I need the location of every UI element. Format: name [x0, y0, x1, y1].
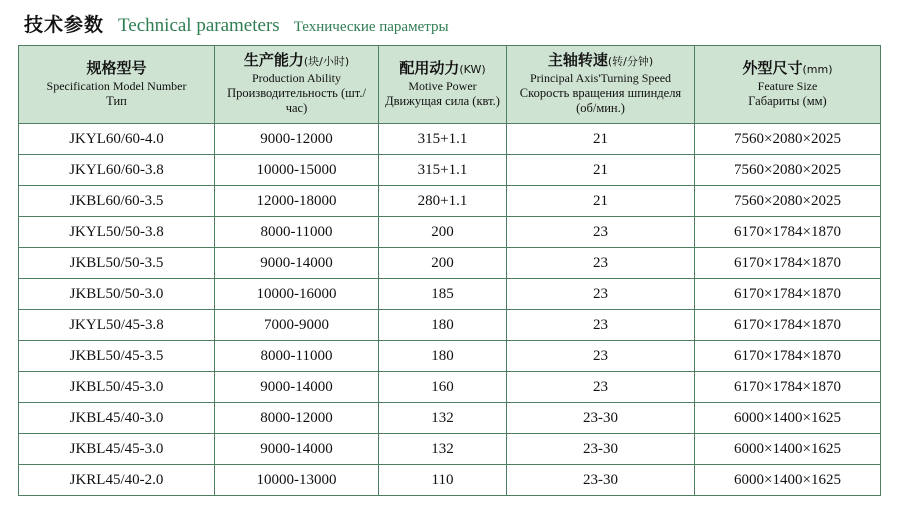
page-title-russian: Технические параметры [293, 19, 449, 35]
column-header-english: Motive Power [408, 78, 477, 93]
cell-motive-power: 280+1.1 [379, 186, 507, 217]
cell-production-ability: 10000-13000 [215, 465, 379, 496]
column-header-unit: (KW) [459, 62, 486, 76]
page-title-english: Technical parameters [118, 15, 280, 36]
column-header-chinese: 配用动力 [399, 58, 460, 77]
table-body [19, 124, 881, 496]
table-row [19, 124, 881, 155]
cell-feature-size: 6170×1784×1870 [695, 279, 881, 310]
cell-feature-size: 6170×1784×1870 [695, 217, 881, 248]
cell-turning-speed: 23-30 [507, 465, 695, 496]
table-row [19, 372, 881, 403]
cell-motive-power: 315+1.1 [379, 124, 507, 155]
cell-feature-size: 6000×1400×1625 [695, 403, 881, 434]
column-header-russian: Движущая сила (квт.) [385, 93, 500, 108]
page-title [18, 8, 882, 45]
cell-production-ability: 10000-16000 [215, 279, 379, 310]
table-row [19, 155, 881, 186]
cell-turning-speed: 21 [507, 155, 695, 186]
cell-specification: JKYL50/45-3.8 [19, 310, 215, 341]
cell-turning-speed: 23 [507, 279, 695, 310]
cell-motive-power: 132 [379, 434, 507, 465]
cell-feature-size: 7560×2080×2025 [695, 186, 881, 217]
cell-specification: JKBL60/60-3.5 [19, 186, 215, 217]
cell-turning-speed: 23 [507, 310, 695, 341]
cell-production-ability: 9000-14000 [215, 248, 379, 279]
cell-motive-power: 180 [379, 341, 507, 372]
cell-turning-speed: 23 [507, 217, 695, 248]
table-row [19, 248, 881, 279]
cell-specification: JKRL45/40-2.0 [19, 465, 215, 496]
table-row [19, 186, 881, 217]
cell-specification: JKYL60/60-4.0 [19, 124, 215, 155]
table-row [19, 310, 881, 341]
column-header-russian: Тип [106, 93, 127, 108]
table-header-row [19, 46, 881, 124]
table-row [19, 341, 881, 372]
cell-turning-speed: 21 [507, 186, 695, 217]
table-row [19, 217, 881, 248]
column-header-russian: Скорость вращения шпинделя (об/мин.) [519, 86, 682, 115]
table-row [19, 403, 881, 434]
cell-motive-power: 132 [379, 403, 507, 434]
column-header-english: Feature Size [757, 78, 818, 93]
cell-specification: JKBL45/45-3.0 [19, 434, 215, 465]
cell-specification: JKBL45/40-3.0 [19, 403, 215, 434]
column-header-unit: (mm) [802, 62, 833, 76]
column-header-chinese: 主轴转速 [547, 51, 608, 69]
cell-feature-size: 6170×1784×1870 [695, 341, 881, 372]
cell-feature-size: 6000×1400×1625 [695, 434, 881, 465]
column-header-unit: (转/分钟) [607, 55, 654, 68]
cell-motive-power: 110 [379, 465, 507, 496]
cell-turning-speed: 23 [507, 248, 695, 279]
cell-feature-size: 6000×1400×1625 [695, 465, 881, 496]
cell-specification: JKBL50/45-3.5 [19, 341, 215, 372]
cell-feature-size: 6170×1784×1870 [695, 310, 881, 341]
table-row [19, 465, 881, 496]
cell-motive-power: 315+1.1 [379, 155, 507, 186]
cell-production-ability: 12000-18000 [215, 186, 379, 217]
cell-feature-size: 6170×1784×1870 [695, 372, 881, 403]
column-header-unit: (块/小时) [303, 55, 350, 68]
cell-production-ability: 9000-14000 [215, 434, 379, 465]
cell-production-ability: 7000-9000 [215, 310, 379, 341]
cell-motive-power: 200 [379, 217, 507, 248]
cell-turning-speed: 23-30 [507, 403, 695, 434]
cell-production-ability: 8000-12000 [215, 403, 379, 434]
cell-turning-speed: 21 [507, 124, 695, 155]
column-header-specification [19, 46, 215, 124]
cell-production-ability: 9000-14000 [215, 372, 379, 403]
cell-turning-speed: 23-30 [507, 434, 695, 465]
column-header-chinese: 外型尺寸 [742, 58, 803, 77]
page-title-chinese: 技术参数 [24, 14, 105, 36]
cell-feature-size: 7560×2080×2025 [695, 124, 881, 155]
cell-specification: JKYL50/50-3.8 [19, 217, 215, 248]
column-header-russian: Производительность (шт./час) [227, 86, 366, 115]
table-row [19, 279, 881, 310]
column-header-russian: Габариты (мм) [748, 93, 827, 108]
column-header-english: Production Ability [251, 71, 341, 85]
column-header-motive-power [379, 46, 507, 124]
cell-turning-speed: 23 [507, 372, 695, 403]
cell-production-ability: 9000-12000 [215, 124, 379, 155]
cell-production-ability: 10000-15000 [215, 155, 379, 186]
column-header-turning-speed [507, 46, 695, 124]
cell-specification: JKBL50/50-3.0 [19, 279, 215, 310]
column-header-production-ability [215, 46, 379, 124]
table-header [19, 46, 881, 124]
cell-specification: JKYL60/60-3.8 [19, 155, 215, 186]
column-header-english: Specification Model Number [46, 78, 187, 93]
cell-feature-size: 7560×2080×2025 [695, 155, 881, 186]
cell-specification: JKBL50/45-3.0 [19, 372, 215, 403]
column-header-feature-size [695, 46, 881, 124]
cell-motive-power: 185 [379, 279, 507, 310]
cell-feature-size: 6170×1784×1870 [695, 248, 881, 279]
cell-motive-power: 180 [379, 310, 507, 341]
cell-production-ability: 8000-11000 [215, 341, 379, 372]
cell-specification: JKBL50/50-3.5 [19, 248, 215, 279]
technical-parameters-table [18, 45, 881, 496]
cell-motive-power: 160 [379, 372, 507, 403]
cell-production-ability: 8000-11000 [215, 217, 379, 248]
column-header-chinese: 生产能力 [243, 51, 304, 69]
column-header-english: Principal Axis'Turning Speed [529, 71, 672, 85]
cell-turning-speed: 23 [507, 341, 695, 372]
column-header-chinese: 规格型号 [86, 58, 147, 77]
table-row [19, 434, 881, 465]
cell-motive-power: 200 [379, 248, 507, 279]
